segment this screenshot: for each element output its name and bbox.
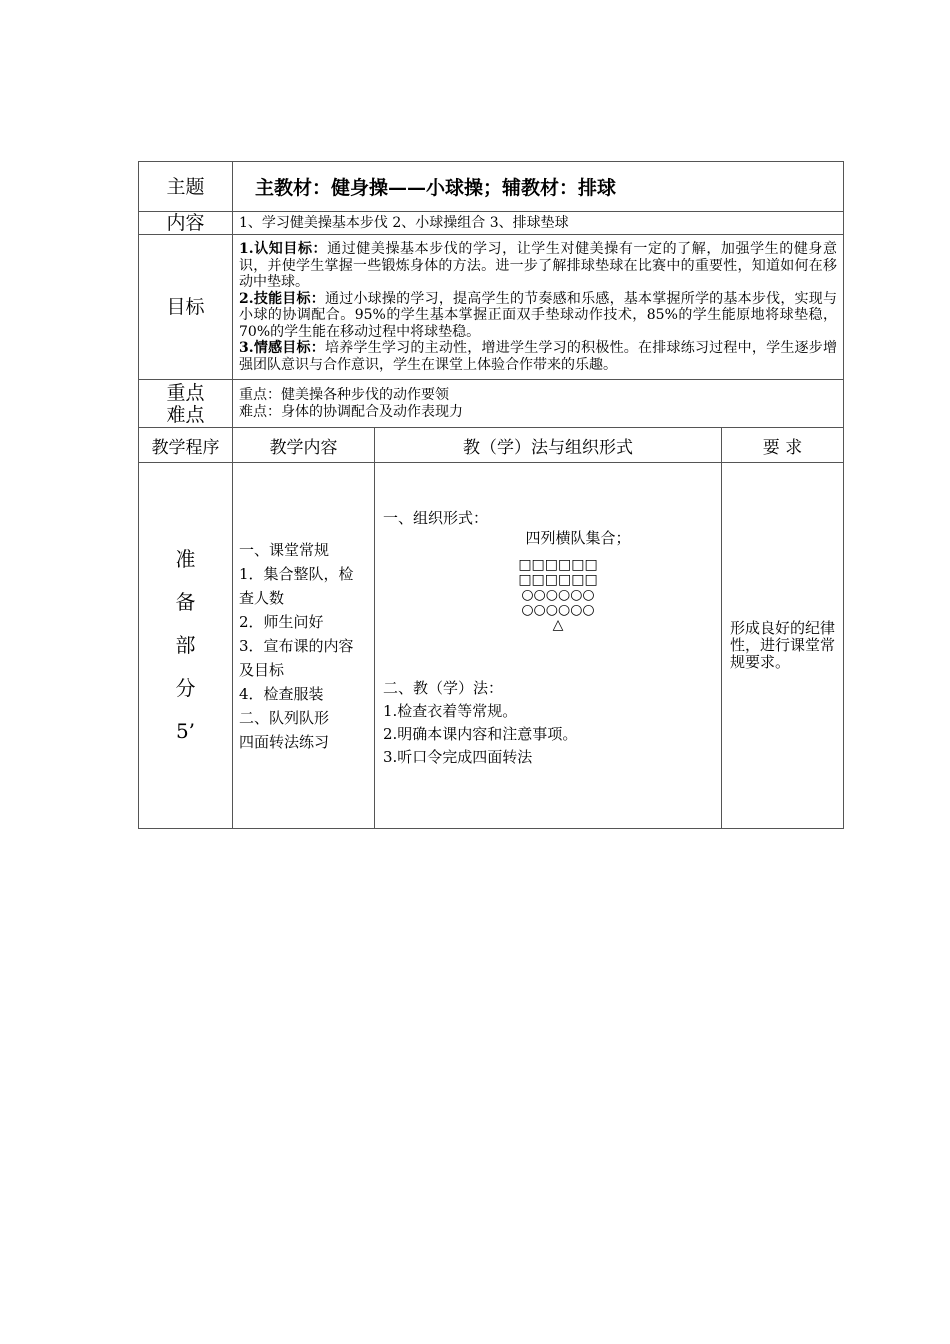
formation-row-circles: ○○○○○○	[521, 587, 595, 603]
prep-requirement: 形成良好的纪律性，进行课堂常规要求。	[722, 463, 844, 829]
keypoint-focus: 重点：健美操各种步伐的动作要领	[239, 386, 449, 403]
header-procedure: 教学程序	[139, 428, 233, 463]
content-label: 内容	[139, 212, 233, 235]
teach-item: 1.检查衣着等常规。	[383, 702, 518, 720]
goal-emotion	[239, 340, 837, 373]
prep-label-char: 备	[175, 590, 196, 614]
content-line: 2．师生问好	[239, 612, 324, 631]
formation-row-squares: □□□□□□	[518, 572, 598, 588]
keypoints-label	[139, 380, 233, 428]
content-line: 四面转法练习	[239, 732, 330, 751]
formation-row-circles: ○○○○○○	[521, 602, 595, 618]
theme-value: 主教材：健身操——小球操；辅教材：排球	[233, 162, 844, 212]
formation-diagram	[403, 528, 713, 633]
teach-title: 二、教（学）法：	[383, 679, 504, 697]
prep-content	[233, 463, 375, 829]
prep-label	[139, 463, 233, 829]
keypoints-row	[139, 380, 844, 428]
keypoint-difficulty: 难点：身体的协调配合及动作表现力	[239, 403, 463, 420]
prep-duration: 5’	[175, 719, 196, 743]
goals-cell	[233, 235, 844, 380]
keypoints-label-top: 重点	[166, 381, 205, 404]
theme-label: 主题	[139, 162, 233, 212]
content-line: 3．宣布课的内容及目标	[239, 636, 354, 679]
teach-item: 2.明确本课内容和注意事项。	[383, 725, 578, 743]
content-line: 1．集合整队，检查人数	[239, 564, 354, 607]
org-title: 一、组织形式：	[383, 509, 489, 527]
formation-teacher-triangle: △	[552, 617, 564, 633]
content-line: 一、课堂常规	[239, 540, 330, 559]
goal-emotion-text: 培养学生学习的主动性，增进学生学习的积极性。在排球练习过程中，学生逐步增强团队意识与合作意识，学生在课堂上体验合作带来的乐趣。	[239, 340, 838, 373]
header-requirement: 要 求	[722, 428, 844, 463]
keypoints-label-bottom: 难点	[166, 403, 205, 426]
lesson-plan-table	[138, 161, 844, 829]
header-method: 教（学）法与组织形式	[375, 428, 722, 463]
goal-emotion-head: 3.情感目标：	[239, 340, 325, 356]
formation-row-squares: □□□□□□	[518, 557, 598, 573]
prep-method	[375, 463, 722, 829]
teach-method-list	[383, 677, 713, 769]
content-value: 1、学习健美操基本步伐 2、小球操组合 3、排球垫球	[233, 212, 844, 235]
prep-row	[139, 463, 844, 829]
goal-cognitive-head: 1.认知目标：	[239, 241, 328, 257]
goal-skill	[239, 291, 837, 341]
keypoints-cell	[233, 380, 844, 428]
theme-row	[139, 162, 844, 212]
content-line: 二、队列队形	[239, 708, 330, 727]
teach-item: 3.听口令完成四面转法	[383, 748, 533, 766]
prep-label-char: 分	[175, 676, 196, 700]
goal-cognitive-text: 通过健美操基本步伐的学习，让学生对健美操有一定的了解，加强学生的健身意识，并使学生掌握一些锻炼身体的方法。进一步了解排球垫球在比赛中的重要性，知道如何在移动中垫球。	[239, 241, 838, 290]
goal-skill-text: 通过小球操的学习，提高学生的节奏感和乐感，基本掌握所学的基本步伐，实现与小球的协调配合。95%的学生基本掌握正面双手垫球动作技术，85%的学生能原地将球垫稳，70%的学生能在移动过程中将球垫稳。	[239, 290, 838, 340]
prep-label-char: 部	[175, 633, 196, 657]
header-row	[139, 428, 844, 463]
goals-row	[139, 235, 844, 380]
goal-cognitive	[239, 241, 837, 291]
goal-skill-head: 2.技能目标：	[239, 290, 325, 307]
content-row	[139, 212, 844, 235]
formation-title: 四列横队集合；	[525, 529, 631, 547]
goals-label: 目标	[139, 235, 233, 380]
prep-label-char: 准	[175, 547, 196, 571]
content-line: 4．检查服装	[239, 684, 324, 703]
header-content: 教学内容	[233, 428, 375, 463]
